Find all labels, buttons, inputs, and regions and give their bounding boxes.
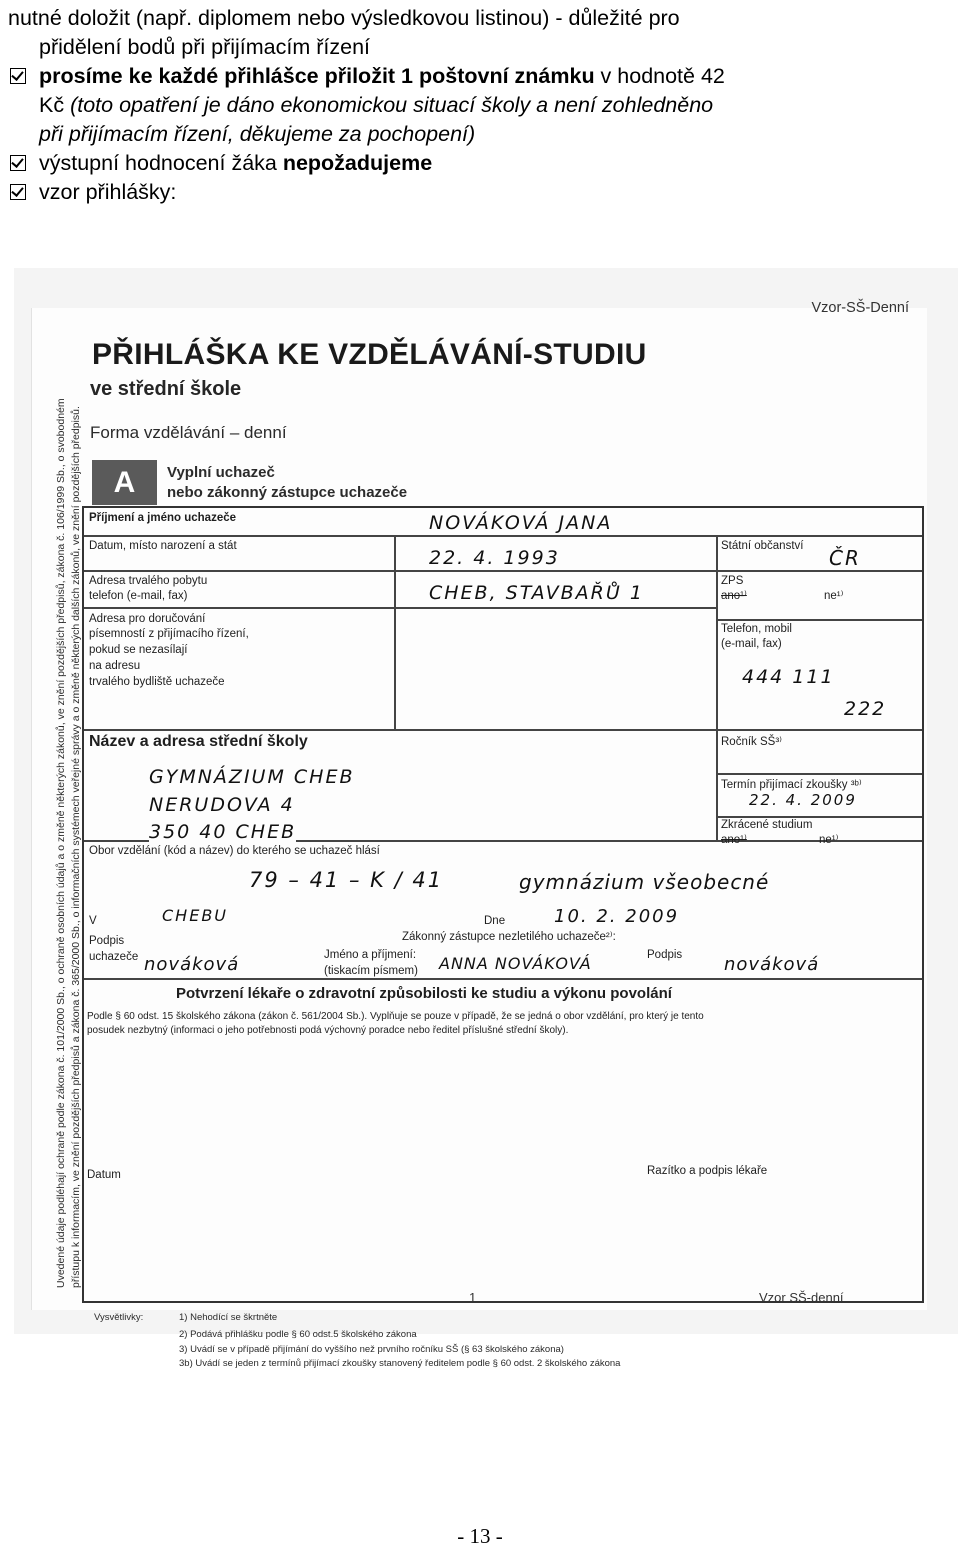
note-3: 3) Uvádí se v případě přijímání do vyššího než prvního ročníku SŠ (§ 63 školského zákona) [179,1343,564,1355]
hw-applicant-signature: nováková [144,954,240,975]
currency-text: Kč [39,93,71,117]
form-table [82,506,924,1303]
side-note-line-1: Uvedené údaje podléhají ochraně podle zákona č. 101/2000 Sb., o ochraně osobních údajů a o změně některých zákonů, ve znění pozdějších předpisů, zákona č. 106/1999 Sb., o svobodném [55,398,67,1288]
label-zps-no: ne¹⁾ [824,590,844,602]
form-page-number: 1 [469,1290,477,1305]
label-sign-1: Podpis [89,935,125,947]
label-phone-2: (e-mail, fax) [721,638,782,650]
section-letter: A [92,460,157,505]
bullet-sample-text: vzor přihlášky: [39,180,177,204]
hw-exam-date: 22. 4. 2009 [749,791,857,809]
label-doctor-text-2: posudek nezbytný (informaci o jeho potřebnosti podá výchovný poradce nebo ředitel příslušné střední školy). [87,1025,569,1036]
hw-school-2: NERUDOVA 4 [149,794,295,816]
label-shortened: Zkrácené studium [721,819,813,831]
label-full-name-1: Jméno a příjmení: [324,949,417,961]
note-2: 2) Podává přihlášku podle § 60 odst.5 školského zákona [179,1329,417,1340]
bullet-stamp-line-3: při přijímacím řízení, děkujeme za pochopení) [39,122,476,146]
label-guardian: Zákonný zástupce nezletilého uchazeče²⁾: [402,931,616,943]
bullet-evaluation-bold: nepožadujeme [282,151,433,175]
label-doctor-text-1: Podle § 60 odst. 15 školského zákona (zákon č. 561/2004 Sb.). Vyplňuje se pouze v případě, že se jedná o obor vzdělání, pro který je tento [87,1011,704,1022]
side-legal-note [54,398,84,1288]
hw-phone-2: 222 [844,698,887,720]
label-date: Dne [484,915,506,927]
label-field: Obor vzdělání (kód a název) do kterého se uchazeč hlásí [89,845,380,857]
side-note-line-2: přístupu k informacím, ve znění pozdějších předpisů a zákona č. 365/2000 Sb., o informačních systémech veřejné správy a o změně některých dalších zákonů, ve znění pozdějších předpisů. [70,406,82,1288]
hw-field-code: 79 – 41 – K / 41 [249,868,444,892]
hw-school-3: 350 40 CHEB [149,821,297,843]
label-birth: Datum, místo narození a stát [89,540,237,552]
label-year: Ročník SŠ³⁾ [721,736,782,748]
label-doctor-title: Potvrzení lékaře o zdravotní způsobilosti ke studiu a výkonu povolání [176,985,672,1002]
label-citizenship: Státní občanství [721,540,804,552]
label-shortened-no: ne¹⁾ [819,834,839,846]
label-phone-1: Telefon, mobil [721,623,792,635]
label-delivery-1: Adresa pro doručování [89,613,206,625]
bullet-stamp-rest: v hodnotě 42 [594,64,725,88]
checkbox-icon [10,184,26,200]
label-delivery-2: písemností z přijímacího řízení, [89,628,249,640]
intro-line-2: přidělení bodů při přijímacím řízení [39,35,371,59]
label-address-2: telefon (e-mail, fax) [89,590,188,602]
hw-birth: 22. 4. 1993 [429,547,560,569]
filled-by [167,463,407,503]
form-code-bottom: Vzor SŠ-denní [759,1290,844,1305]
label-address-1: Adresa trvalého pobytu [89,575,208,587]
bullet-stamp [8,62,952,91]
form-title: PŘIHLÁŠKA KE VZDĚLÁVÁNÍ-STUDIU [92,338,647,371]
label-doctor-date: Datum [87,1169,121,1181]
bullet-sample [8,178,952,207]
hw-school-1: GYMNÁZIUM CHEB [149,766,355,788]
hw-guardian-signature: nováková [724,954,820,975]
label-shortened-yes: ano¹⁾ [721,834,747,846]
label-zps-yes: ano¹⁾ [721,590,747,602]
label-delivery-3: pokud se nezasílají [89,644,188,656]
form-paper [31,300,927,1369]
label-in: V [89,915,97,927]
bullet-evaluation [8,149,952,178]
scanned-form-image [14,268,958,1369]
label-zps: ZPS [721,575,744,587]
bullet-stamp-line-2 [8,91,952,120]
intro-line-1: nutné doložit (např. diplomem nebo výsledkovou listinou) - důležité pro [8,6,680,30]
label-school: Název a adresa střední školy [89,733,308,750]
label-exam-date: Termín přijímací zkoušky ³ᵇ⁾ [721,779,862,791]
label-full-name-2: (tiskacím písmem) [324,965,418,977]
label-guardian-sign: Podpis [647,949,683,961]
form-subtitle: ve střední škole [90,378,242,400]
hw-place: CHEBU [162,906,228,925]
label-sign-2: uchazeče [89,951,139,963]
page-number: - 13 - [457,1524,503,1548]
label-delivery-4: na adresu [89,660,141,672]
hw-name: NOVÁKOVÁ JANA [429,512,613,534]
checkbox-icon [10,68,26,84]
label-doctor-stamp: Razítko a podpis lékaře [647,1165,768,1177]
filled-by-line-2: nebo zákonný zástupce uchazeče [167,484,408,501]
hw-guardian-name: ANNA NOVÁKOVÁ [439,954,592,973]
notes-heading: Vysvětlivky: [94,1312,144,1323]
intro-text [8,4,952,207]
hw-phone-1: 444 111 [742,666,835,688]
bullet-evaluation-text: výstupní hodnocení žáka [39,151,283,175]
label-name: Příjmení a jméno uchazeče [89,512,237,524]
bullet-stamp-bold: prosíme ke každé přihlášce přiložit 1 poštovní známku [39,64,595,88]
form-type: Forma vzdělávání – denní [90,423,287,442]
note-1: 1) Nehodící se škrtněte [179,1312,278,1323]
notes-list [179,1328,620,1372]
hw-citizenship: ČR [829,546,861,570]
note-3b: 3b) Uvádí se jeden z termínů přijímací zkoušky stanovený ředitelem podle § 60 odst. 2 školského zákona [179,1358,621,1369]
hw-address: CHEB, STAVBAŘŮ 1 [429,582,644,604]
form-code-top: Vzor-SŠ-Denní [811,300,909,316]
hw-field-name: gymnázium všeobecné [519,870,770,894]
filled-by-line-1: Vyplní uchazeč [167,464,275,481]
checkbox-icon [10,155,26,171]
label-delivery-5: trvalého bydliště uchazeče [89,676,225,688]
hw-date: 10. 2. 2009 [554,906,680,927]
bullet-stamp-note: (toto opatření je dáno ekonomickou situací školy a není zohledněno [70,93,714,117]
